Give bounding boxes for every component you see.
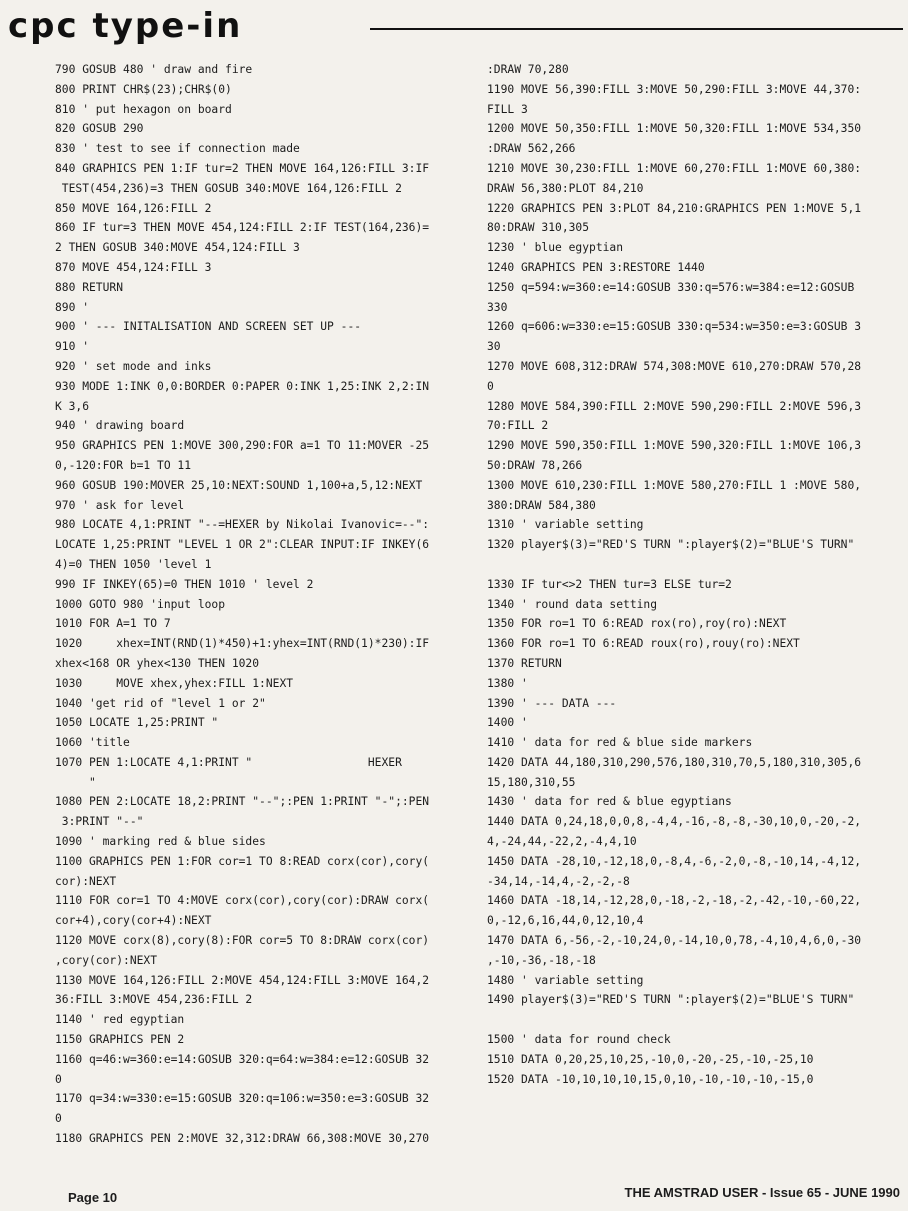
code-line: 1280 MOVE 584,390:FILL 2:MOVE 590,290:FILL 2:MOVE 596,3 xyxy=(487,399,862,413)
code-line: 380:DRAW 584,380 xyxy=(487,498,596,512)
code-line: 960 GOSUB 190:MOVER 25,10:NEXT:SOUND 1,100+a,5,12:NEXT xyxy=(55,478,423,492)
code-line: TEST(454,236)=3 THEN GOSUB 340:MOVE 164,126:FILL 2 xyxy=(55,181,402,195)
code-line: 1040 'get rid of "level 1 or 2" xyxy=(55,696,266,710)
code-line: 1450 DATA -28,10,-12,18,0,-8,4,-6,-2,0,-8,-10,14,-4,12, xyxy=(487,854,862,868)
code-line: 1410 ' data for red & blue side markers xyxy=(487,736,753,750)
code-line: " xyxy=(55,775,96,789)
code-line: 1420 DATA 44,180,310,290,576,180,310,70,5,180,310,305,6 xyxy=(487,755,862,769)
code-line: ,-10,-36,-18,-18 xyxy=(487,953,596,967)
code-line: FILL 3 xyxy=(487,102,528,116)
right-code-column xyxy=(487,60,879,1089)
code-line: 1230 ' blue egyptian xyxy=(487,241,624,255)
code-line: 850 MOVE 164,126:FILL 2 xyxy=(55,201,212,215)
code-line: 920 ' set mode and inks xyxy=(55,359,212,373)
left-code-column xyxy=(55,60,450,1149)
code-line: 1130 MOVE 164,126:FILL 2:MOVE 454,124:FILL 3:MOVE 164,2 xyxy=(55,973,430,987)
code-line: 950 GRAPHICS PEN 1:MOVE 300,290:FOR a=1 TO 11:MOVER -25 xyxy=(55,439,430,453)
code-line: 940 ' drawing board xyxy=(55,419,185,433)
code-line: 800 PRINT CHR$(23);CHR$(0) xyxy=(55,82,232,96)
code-line: 1020 xhex=INT(RND(1)*450)+1:yhex=INT(RND(1)*230):IF xyxy=(55,637,430,651)
code-line: 4)=0 THEN 1050 'level 1 xyxy=(55,557,212,571)
code-line: 1150 GRAPHICS PEN 2 xyxy=(55,1033,185,1047)
code-line: 1250 q=594:w=360:e=14:GOSUB 330:q=576:w=384:e=12:GOSUB xyxy=(487,280,855,294)
code-line: 1140 ' red egyptian xyxy=(55,1013,185,1027)
code-line: 2 THEN GOSUB 340:MOVE 454,124:FILL 3 xyxy=(55,241,300,255)
code-line: 330 xyxy=(487,300,508,314)
code-line: LOCATE 1,25:PRINT "LEVEL 1 OR 2":CLEAR INPUT:IF INKEY(6 xyxy=(55,538,430,552)
code-line: K 3,6 xyxy=(55,399,90,413)
code-line: :DRAW 562,266 xyxy=(487,142,576,156)
masthead-rule xyxy=(370,28,903,30)
code-line: 1340 ' round data setting xyxy=(487,597,658,611)
code-line: 1240 GRAPHICS PEN 3:RESTORE 1440 xyxy=(487,260,705,274)
code-line: 1050 LOCATE 1,25:PRINT " xyxy=(55,716,219,730)
code-line: -34,14,-14,4,-2,-2,-8 xyxy=(487,874,630,888)
page-number: Page 10 xyxy=(68,1190,118,1205)
code-line: 1360 FOR ro=1 TO 6:READ roux(ro),rouy(ro):NEXT xyxy=(487,637,800,651)
code-line: 0 xyxy=(55,1072,62,1086)
code-line: 1090 ' marking red & blue sides xyxy=(55,835,266,849)
code-line: cor):NEXT xyxy=(55,874,117,888)
code-line: 70:FILL 2 xyxy=(487,419,549,433)
code-line: 820 GOSUB 290 xyxy=(55,122,144,136)
code-line xyxy=(487,1010,879,1030)
code-line: 30 xyxy=(487,340,501,354)
code-line: 3:PRINT "--" xyxy=(55,815,144,829)
code-line: 810 ' put hexagon on board xyxy=(55,102,232,116)
code-line: 1510 DATA 0,20,25,10,25,-10,0,-20,-25,-10,-25,10 xyxy=(487,1052,814,1066)
code-line: 1170 q=34:w=330:e=15:GOSUB 320:q=106:w=350:e=3:GOSUB 32 xyxy=(55,1092,430,1106)
code-line: 830 ' test to see if connection made xyxy=(55,142,300,156)
code-line: 1010 FOR A=1 TO 7 xyxy=(55,617,171,631)
code-line: 980 LOCATE 4,1:PRINT "--=HEXER by Nikolai Ivanovic=--": xyxy=(55,518,430,532)
code-line: 990 IF INKEY(65)=0 THEN 1010 ' level 2 xyxy=(55,577,314,591)
code-line: 1070 PEN 1:LOCATE 4,1:PRINT " HEXER xyxy=(55,755,402,769)
code-line: 1520 DATA -10,10,10,10,15,0,10,-10,-10,-10,-15,0 xyxy=(487,1072,814,1086)
code-line: 1120 MOVE corx(8),cory(8):FOR cor=5 TO 8:DRAW corx(cor) xyxy=(55,934,430,948)
code-line: xhex<168 OR yhex<130 THEN 1020 xyxy=(55,656,260,670)
code-line: 1460 DATA -18,14,-12,28,0,-18,-2,-18,-2,-42,-10,-60,22, xyxy=(487,894,862,908)
code-line: 860 IF tur=3 THEN MOVE 454,124:FILL 2:IF TEST(164,236)= xyxy=(55,221,430,235)
code-line: DRAW 56,380:PLOT 84,210 xyxy=(487,181,644,195)
masthead-title: cpc type-in xyxy=(8,6,243,46)
code-line: 1370 RETURN xyxy=(487,656,562,670)
code-line: 1500 ' data for round check xyxy=(487,1033,671,1047)
code-line: 1430 ' data for red & blue egyptians xyxy=(487,795,732,809)
code-line: 1300 MOVE 610,230:FILL 1:MOVE 580,270:FILL 1 :MOVE 580, xyxy=(487,478,862,492)
code-line: 1440 DATA 0,24,18,0,0,8,-4,4,-16,-8,-8,-30,10,0,-20,-2, xyxy=(487,815,862,829)
code-line: 1190 MOVE 56,390:FILL 3:MOVE 50,290:FILL 3:MOVE 44,370: xyxy=(487,82,862,96)
code-line: ,cory(cor):NEXT xyxy=(55,953,158,967)
code-line: 1330 IF tur<>2 THEN tur=3 ELSE tur=2 xyxy=(487,577,732,591)
code-line: 840 GRAPHICS PEN 1:IF tur=2 THEN MOVE 164,126:FILL 3:IF xyxy=(55,161,430,175)
code-line: 1470 DATA 6,-56,-2,-10,24,0,-14,10,0,78,-4,10,4,6,0,-30 xyxy=(487,934,862,948)
code-line: 930 MODE 1:INK 0,0:BORDER 0:PAPER 0:INK 1,25:INK 2,2:IN xyxy=(55,379,430,393)
code-line: 1000 GOTO 980 'input loop xyxy=(55,597,226,611)
code-line: 1080 PEN 2:LOCATE 18,2:PRINT "--";:PEN 1:PRINT "-";:PEN xyxy=(55,795,430,809)
code-line: 1210 MOVE 30,230:FILL 1:MOVE 60,270:FILL 1:MOVE 60,380: xyxy=(487,161,862,175)
code-line: 15,180,310,55 xyxy=(487,775,576,789)
code-line: 1310 ' variable setting xyxy=(487,518,644,532)
code-line: 36:FILL 3:MOVE 454,236:FILL 2 xyxy=(55,993,253,1007)
code-line: 1220 GRAPHICS PEN 3:PLOT 84,210:GRAPHICS PEN 1:MOVE 5,1 xyxy=(487,201,862,215)
code-line: 870 MOVE 454,124:FILL 3 xyxy=(55,260,212,274)
code-line: 890 ' xyxy=(55,300,90,314)
code-line: 1160 q=46:w=360:e=14:GOSUB 320:q=64:w=384:e=12:GOSUB 32 xyxy=(55,1052,430,1066)
code-line: 0 xyxy=(487,379,494,393)
code-line: 1180 GRAPHICS PEN 2:MOVE 32,312:DRAW 66,308:MOVE 30,270 xyxy=(55,1132,430,1146)
code-line: 1270 MOVE 608,312:DRAW 574,308:MOVE 610,270:DRAW 570,28 xyxy=(487,359,862,373)
code-line: 4,-24,44,-22,2,-4,4,10 xyxy=(487,835,637,849)
code-line: 880 RETURN xyxy=(55,280,124,294)
code-line: 0,-12,6,16,44,0,12,10,4 xyxy=(487,914,644,928)
masthead xyxy=(8,8,903,44)
code-line: 0,-120:FOR b=1 TO 11 xyxy=(55,458,192,472)
code-line: 1390 ' --- DATA --- xyxy=(487,696,617,710)
code-line: 1060 'title xyxy=(55,736,130,750)
code-line: 910 ' xyxy=(55,340,90,354)
code-line: 1100 GRAPHICS PEN 1:FOR cor=1 TO 8:READ corx(cor),cory( xyxy=(55,854,430,868)
code-line: 80:DRAW 310,305 xyxy=(487,221,590,235)
code-line: 1110 FOR cor=1 TO 4:MOVE corx(cor),cory(cor):DRAW corx( xyxy=(55,894,430,908)
code-line: 1490 player$(3)="RED'S TURN ":player$(2)="BLUE'S TURN" xyxy=(487,993,855,1007)
code-line: 0 xyxy=(55,1112,62,1126)
code-line: 1320 player$(3)="RED'S TURN ":player$(2)="BLUE'S TURN" xyxy=(487,538,855,552)
code-line: 1380 ' xyxy=(487,676,528,690)
issue-line: THE AMSTRAD USER - Issue 65 - JUNE 1990 xyxy=(624,1185,900,1200)
code-line: 970 ' ask for level xyxy=(55,498,185,512)
code-line: 1290 MOVE 590,350:FILL 1:MOVE 590,320:FILL 1:MOVE 106,3 xyxy=(487,439,862,453)
code-line: 1200 MOVE 50,350:FILL 1:MOVE 50,320:FILL 1:MOVE 534,350 xyxy=(487,122,862,136)
code-line: 790 GOSUB 480 ' draw and fire xyxy=(55,63,253,76)
code-line: 1030 MOVE xhex,yhex:FILL 1:NEXT xyxy=(55,676,294,690)
code-line: 1350 FOR ro=1 TO 6:READ rox(ro),roy(ro):NEXT xyxy=(487,617,787,631)
code-line xyxy=(487,555,879,575)
code-line: 1400 ' xyxy=(487,716,528,730)
code-line: 1260 q=606:w=330:e=15:GOSUB 330:q=534:w=350:e=3:GOSUB 3 xyxy=(487,320,862,334)
code-line: cor+4),cory(cor+4):NEXT xyxy=(55,914,212,928)
code-line: :DRAW 70,280 xyxy=(487,63,569,76)
code-line: 900 ' --- INITALISATION AND SCREEN SET UP --- xyxy=(55,320,362,334)
code-line: 1480 ' variable setting xyxy=(487,973,644,987)
code-line: 50:DRAW 78,266 xyxy=(487,458,583,472)
